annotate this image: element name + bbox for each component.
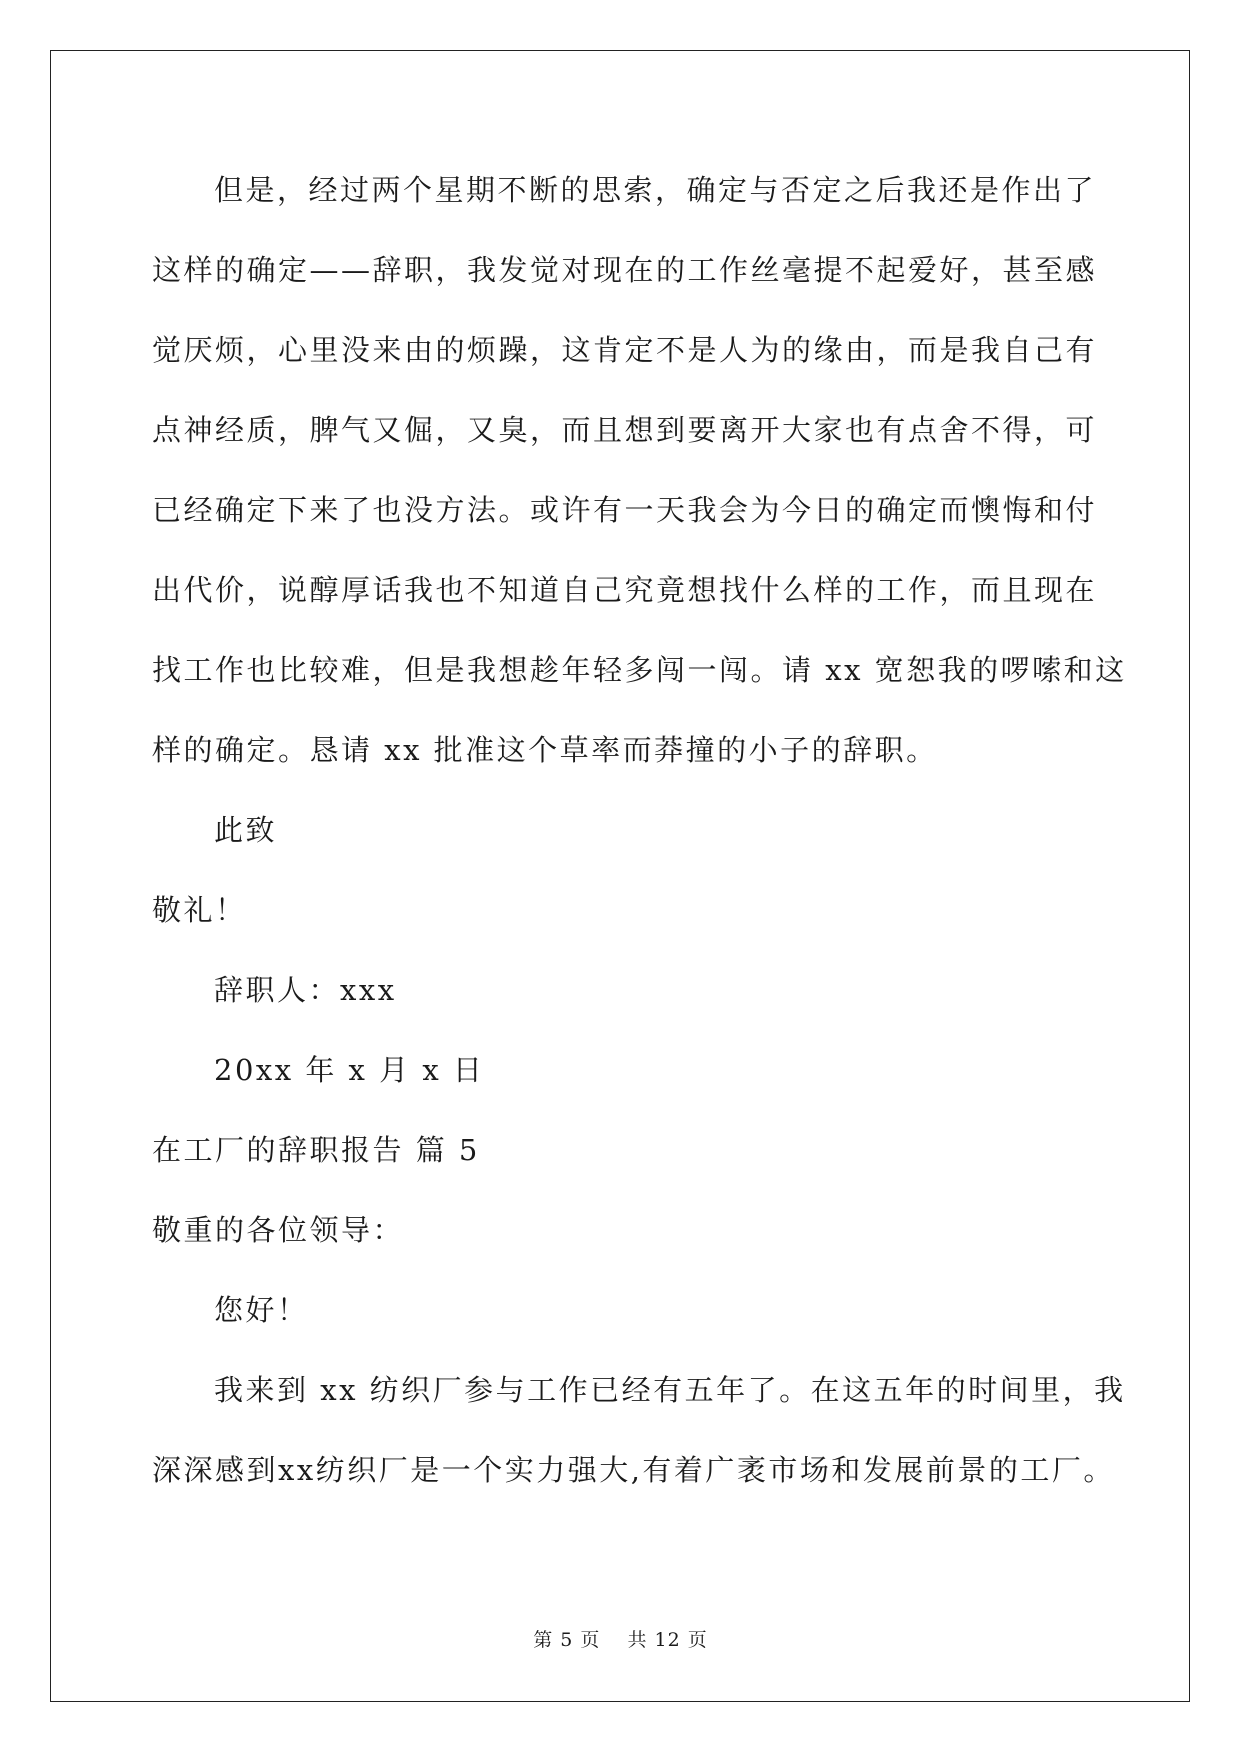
- paragraph: [152, 870, 1092, 950]
- text-line: 找工作也比较难，但是我想趁年轻多闯一闯。请 xx 宽恕我的啰嗦和这: [152, 653, 1127, 687]
- page-number: 第 5 页: [533, 1629, 601, 1651]
- text-line: 敬礼！: [152, 893, 247, 927]
- page-footer: [0, 1625, 1241, 1652]
- paragraph: [152, 150, 1127, 790]
- text-line: 样的确定。恳请 xx 批准这个草率而莽撞的小子的辞职。: [152, 733, 938, 767]
- text-line: 在工厂的辞职报告 篇 5: [152, 1133, 480, 1167]
- text-line: 此致: [214, 813, 278, 847]
- text-line: 这样的确定——辞职，我发觉对现在的工作丝毫提不起爱好，甚至感: [152, 253, 1098, 287]
- text-line: 出代价，说醇厚话我也不知道自己究竟想找什么样的工作，而且现在: [152, 573, 1098, 607]
- text-line: 已经确定下来了也没方法。或许有一天我会为今日的确定而懊悔和付: [152, 493, 1098, 527]
- paragraph: [152, 790, 1092, 870]
- paragraph: [152, 1350, 1126, 1510]
- text-line: 辞职人：xxx: [214, 973, 397, 1007]
- text-line: 点神经质，脾气又倔，又臭，而且想到要离开大家也有点舍不得，可: [152, 413, 1098, 447]
- text-line: 深深感到xx纺织厂是一个实力强大,有着广袤市场和发展前景的工厂。: [152, 1453, 1115, 1487]
- document-body: [152, 150, 1127, 1510]
- text-line: 我来到 xx 纺织厂参与工作已经有五年了。在这五年的时间里，我: [214, 1373, 1126, 1407]
- paragraph: [152, 1030, 1092, 1110]
- text-line: 觉厌烦，心里没来由的烦躁，这肯定不是人为的缘由，而是我自己有: [152, 333, 1098, 367]
- paragraph: [152, 950, 1092, 1030]
- page-total: 共 12 页: [627, 1629, 708, 1651]
- text-line: 但是，经过两个星期不断的思索，确定与否定之后我还是作出了: [214, 173, 1097, 207]
- paragraph: [152, 1110, 1092, 1190]
- paragraph: [152, 1190, 1092, 1270]
- text-line: 您好！: [214, 1293, 309, 1327]
- paragraph: [152, 1270, 1092, 1350]
- text-line: 20xx 年 x 月 x 日: [214, 1053, 485, 1087]
- text-line: 敬重的各位领导：: [152, 1213, 405, 1247]
